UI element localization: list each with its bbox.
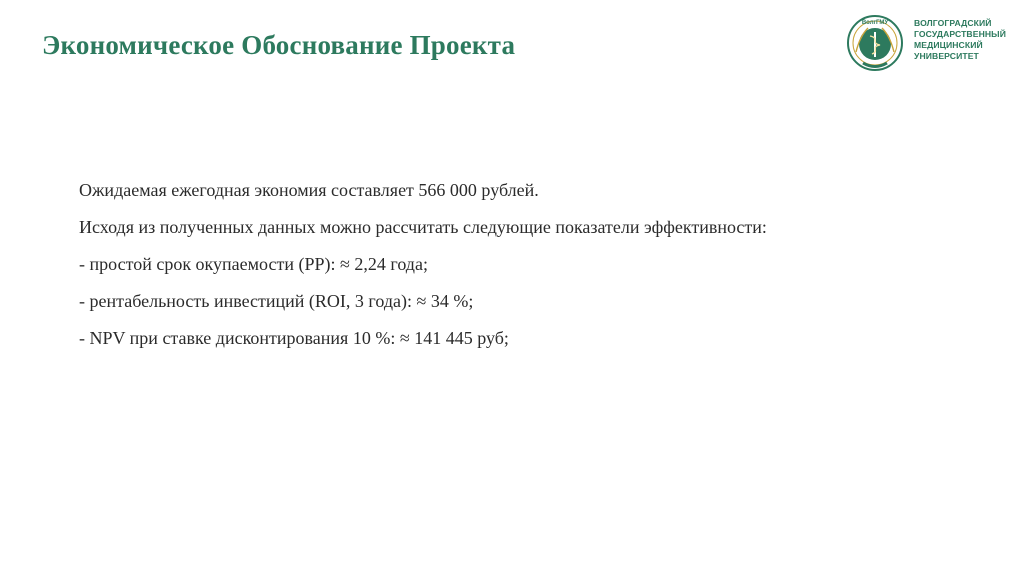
roi-item: - рентабельность инвестиций (ROI, 3 года): ≈ 34 %;: [79, 291, 474, 311]
university-name: [914, 18, 1016, 62]
slide-body: [46, 172, 772, 357]
university-name-line: ВОЛГОГРАДСКИЙ: [914, 18, 992, 28]
slide-title: Экономическое Обоснование Проекта: [42, 30, 516, 60]
indicators-intro-paragraph: Исходя из полученных данных можно рассчитать следующие показатели эффективности:: [79, 217, 767, 237]
savings-paragraph: Ожидаемая ежегодная экономия составляет 566 000 рублей.: [79, 180, 539, 200]
university-name-line: ГОСУДАРСТВЕННЫЙ: [914, 29, 1006, 39]
university-seal-icon: [846, 14, 904, 72]
payback-period-item: - простой срок окупаемости (PP): ≈ 2,24 года;: [79, 254, 428, 274]
university-logo: [846, 14, 1016, 72]
npv-item: - NPV при ставке дисконтирования 10 %: ≈ 141 445 руб;: [79, 328, 509, 348]
university-name-line: МЕДИЦИНСКИЙ: [914, 40, 983, 50]
seal-text: ВолгГМУ: [861, 20, 889, 26]
university-name-line: УНИВЕРСИТЕТ: [914, 51, 979, 61]
